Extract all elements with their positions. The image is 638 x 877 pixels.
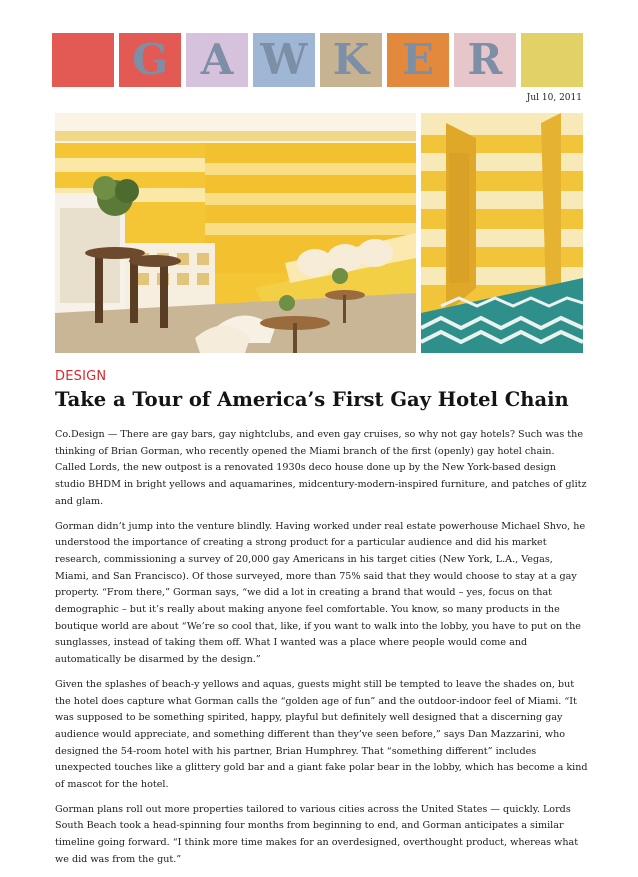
logo-letter-a: A bbox=[200, 35, 234, 84]
logo-letter-g: G bbox=[132, 35, 168, 84]
hotel-hallway-chevron-carpet-image bbox=[421, 113, 583, 353]
logo-tile-r bbox=[454, 33, 516, 87]
article-headline: Take a Tour of America’s First Gay Hotel Chain bbox=[55, 388, 569, 411]
article-paragraph: Gorman plans roll out more properties tailored to various cities across the United States — quickly. Lords South Beach took a head-spinning four months from beginning to end, and Gorman anticipates a similar timeline going forward. “I think more time makes for an overdesigned, overthought product, whereas what we did was from the gut.” bbox=[55, 803, 579, 865]
article-paragraph: Gorman didn’t jump into the venture blindly. Having worked under real estate powerhouse Michael Shvo, he understood the importance of creating a strong product for a particular audience and did his market research, commissioning a survey of 20,000 gay Americans in his target cities (New York, L.A., Vegas, Miami, and San Francisco). Of those surveyed, more than 75% said that they would choose to stay at a gay property. “From there,” Gorman says, “we did a lot in creating a brand that would – yes, focus on that demographic – but it’s really about making anyone feel comfortable. You know, so many products in the boutique world are about “We’re so cool that, like, if you want to walk into the lobby, you have to put on the sunglasses, instead of taking them off. What I wanted was a place where people would come and automatically be disarmed by the design.” bbox=[55, 520, 586, 666]
logo-end-tile-left bbox=[52, 33, 114, 87]
section-label: DESIGN bbox=[55, 369, 107, 384]
article-paragraph: Given the splashes of beach-y yellows and aquas, guests might still be tempted to leave the shades on, but the hotel does capture what Gorman calls the “golden age of fun” and the outdoor-indoor feel of Miami. “It was supposed to be something spirited, happy, playful but definitely well designed that a discerning gay audience would appreciate, and something different than they’ve seen before,” says Dan Mazzarini, who designed the 54-room hotel with his partner, Brian Humphrey. That “something different” includes unexpected touches like a glittery gold bar and a giant fake polar bear in the lobby, which has become a kind of mascot for the hotel. bbox=[55, 678, 588, 791]
article-paragraph: Co.Design — There are gay bars, gay nightclubs, and even gay cruises, so why not gay hotels? Such was the thinking of Brian Gorman, who recently opened the Miami branch of the first (openly) gay hotel chain. Called Lords, the new outpost is a renovated 1930s deco house done up by the New York-based design studio BHDM in bright yellows and aquamarines, midcentury-modern-inspired furniture, and patches of glitz and glam. bbox=[55, 429, 587, 507]
logo-letter-r: R bbox=[467, 35, 503, 84]
logo-tile-w bbox=[253, 33, 315, 87]
logo-tile-e bbox=[387, 33, 449, 87]
logo-letter-e: E bbox=[401, 35, 434, 84]
logo-tile-k bbox=[320, 33, 382, 87]
logo-end-tile-right bbox=[521, 33, 583, 87]
logo-tile-g bbox=[119, 33, 181, 87]
logo-tile-a bbox=[186, 33, 248, 87]
logo-letter-k: K bbox=[332, 35, 370, 84]
article-date: Jul 10, 2011 bbox=[526, 93, 582, 103]
hotel-lobby-yellow-stripes-image bbox=[55, 113, 416, 353]
article-body bbox=[55, 427, 588, 877]
gawker-masthead-logo bbox=[52, 33, 584, 87]
logo-letter-w: W bbox=[260, 35, 308, 84]
